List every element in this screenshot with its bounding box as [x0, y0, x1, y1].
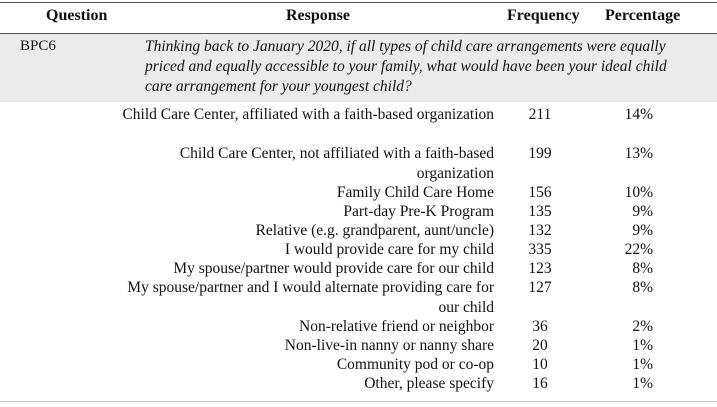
response-label: Family Child Care Home: [336, 184, 494, 201]
percentage-value: 9%: [632, 203, 653, 220]
question-id: BPC6: [20, 38, 56, 54]
header-response: Response: [286, 7, 351, 24]
frequency-value: 211: [528, 106, 552, 123]
percentage-value: 8%: [632, 260, 653, 277]
response-label: Community pod or co-op: [336, 356, 494, 373]
frequency-value: 135: [528, 203, 552, 220]
response-label: Other, please specify: [364, 375, 494, 392]
frequency-value: 199: [528, 145, 552, 162]
frequency-value: 16: [532, 375, 548, 392]
response-label: Part-day Pre-K Program: [343, 203, 494, 220]
top-rule: [0, 2, 717, 3]
percentage-value: 14%: [624, 106, 653, 123]
question-text: Thinking back to January 2020, if all types of child care arrangements were equally priced and equally accessible to your family, what would have been your ideal child care arrangement for your youngest child?: [145, 38, 667, 95]
percentage-value: 22%: [624, 241, 653, 258]
response-label: Child Care Center, affiliated with a faith-based organization: [122, 106, 494, 123]
frequency-value: 132: [528, 222, 552, 239]
response-label: Non-relative friend or neighbor: [299, 318, 494, 335]
response-label: I would provide care for my child: [284, 241, 494, 258]
percentage-value: 9%: [632, 222, 653, 239]
frequency-value: 335: [528, 241, 552, 258]
percentage-value: 1%: [632, 375, 653, 392]
response-label: Non-live-in nanny or nanny share: [284, 337, 494, 354]
frequency-value: 20: [532, 337, 548, 354]
header-percentage: Percentage: [605, 7, 681, 24]
response-label: Child Care Center, not affiliated with a faith-based organization: [179, 145, 494, 182]
response-label: My spouse/partner would provide care for our child: [173, 260, 494, 277]
bottom-rule: [0, 401, 717, 402]
frequency-value: 156: [528, 184, 552, 201]
percentage-value: 1%: [632, 337, 653, 354]
response-label: My spouse/partner and I would alternate providing care for our child: [127, 279, 494, 316]
header-question: Question: [46, 7, 108, 24]
response-label: Relative (e.g. grandparent, aunt/uncle): [255, 222, 494, 239]
percentage-value: 10%: [624, 184, 653, 201]
header-frequency: Frequency: [507, 7, 580, 24]
percentage-value: 8%: [632, 279, 653, 296]
frequency-value: 123: [528, 260, 552, 277]
percentage-value: 1%: [632, 356, 653, 373]
frequency-value: 36: [532, 318, 548, 335]
percentage-value: 2%: [632, 318, 653, 335]
frequency-value: 10: [532, 356, 548, 373]
percentage-value: 13%: [624, 145, 653, 162]
frequency-value: 127: [528, 279, 552, 296]
